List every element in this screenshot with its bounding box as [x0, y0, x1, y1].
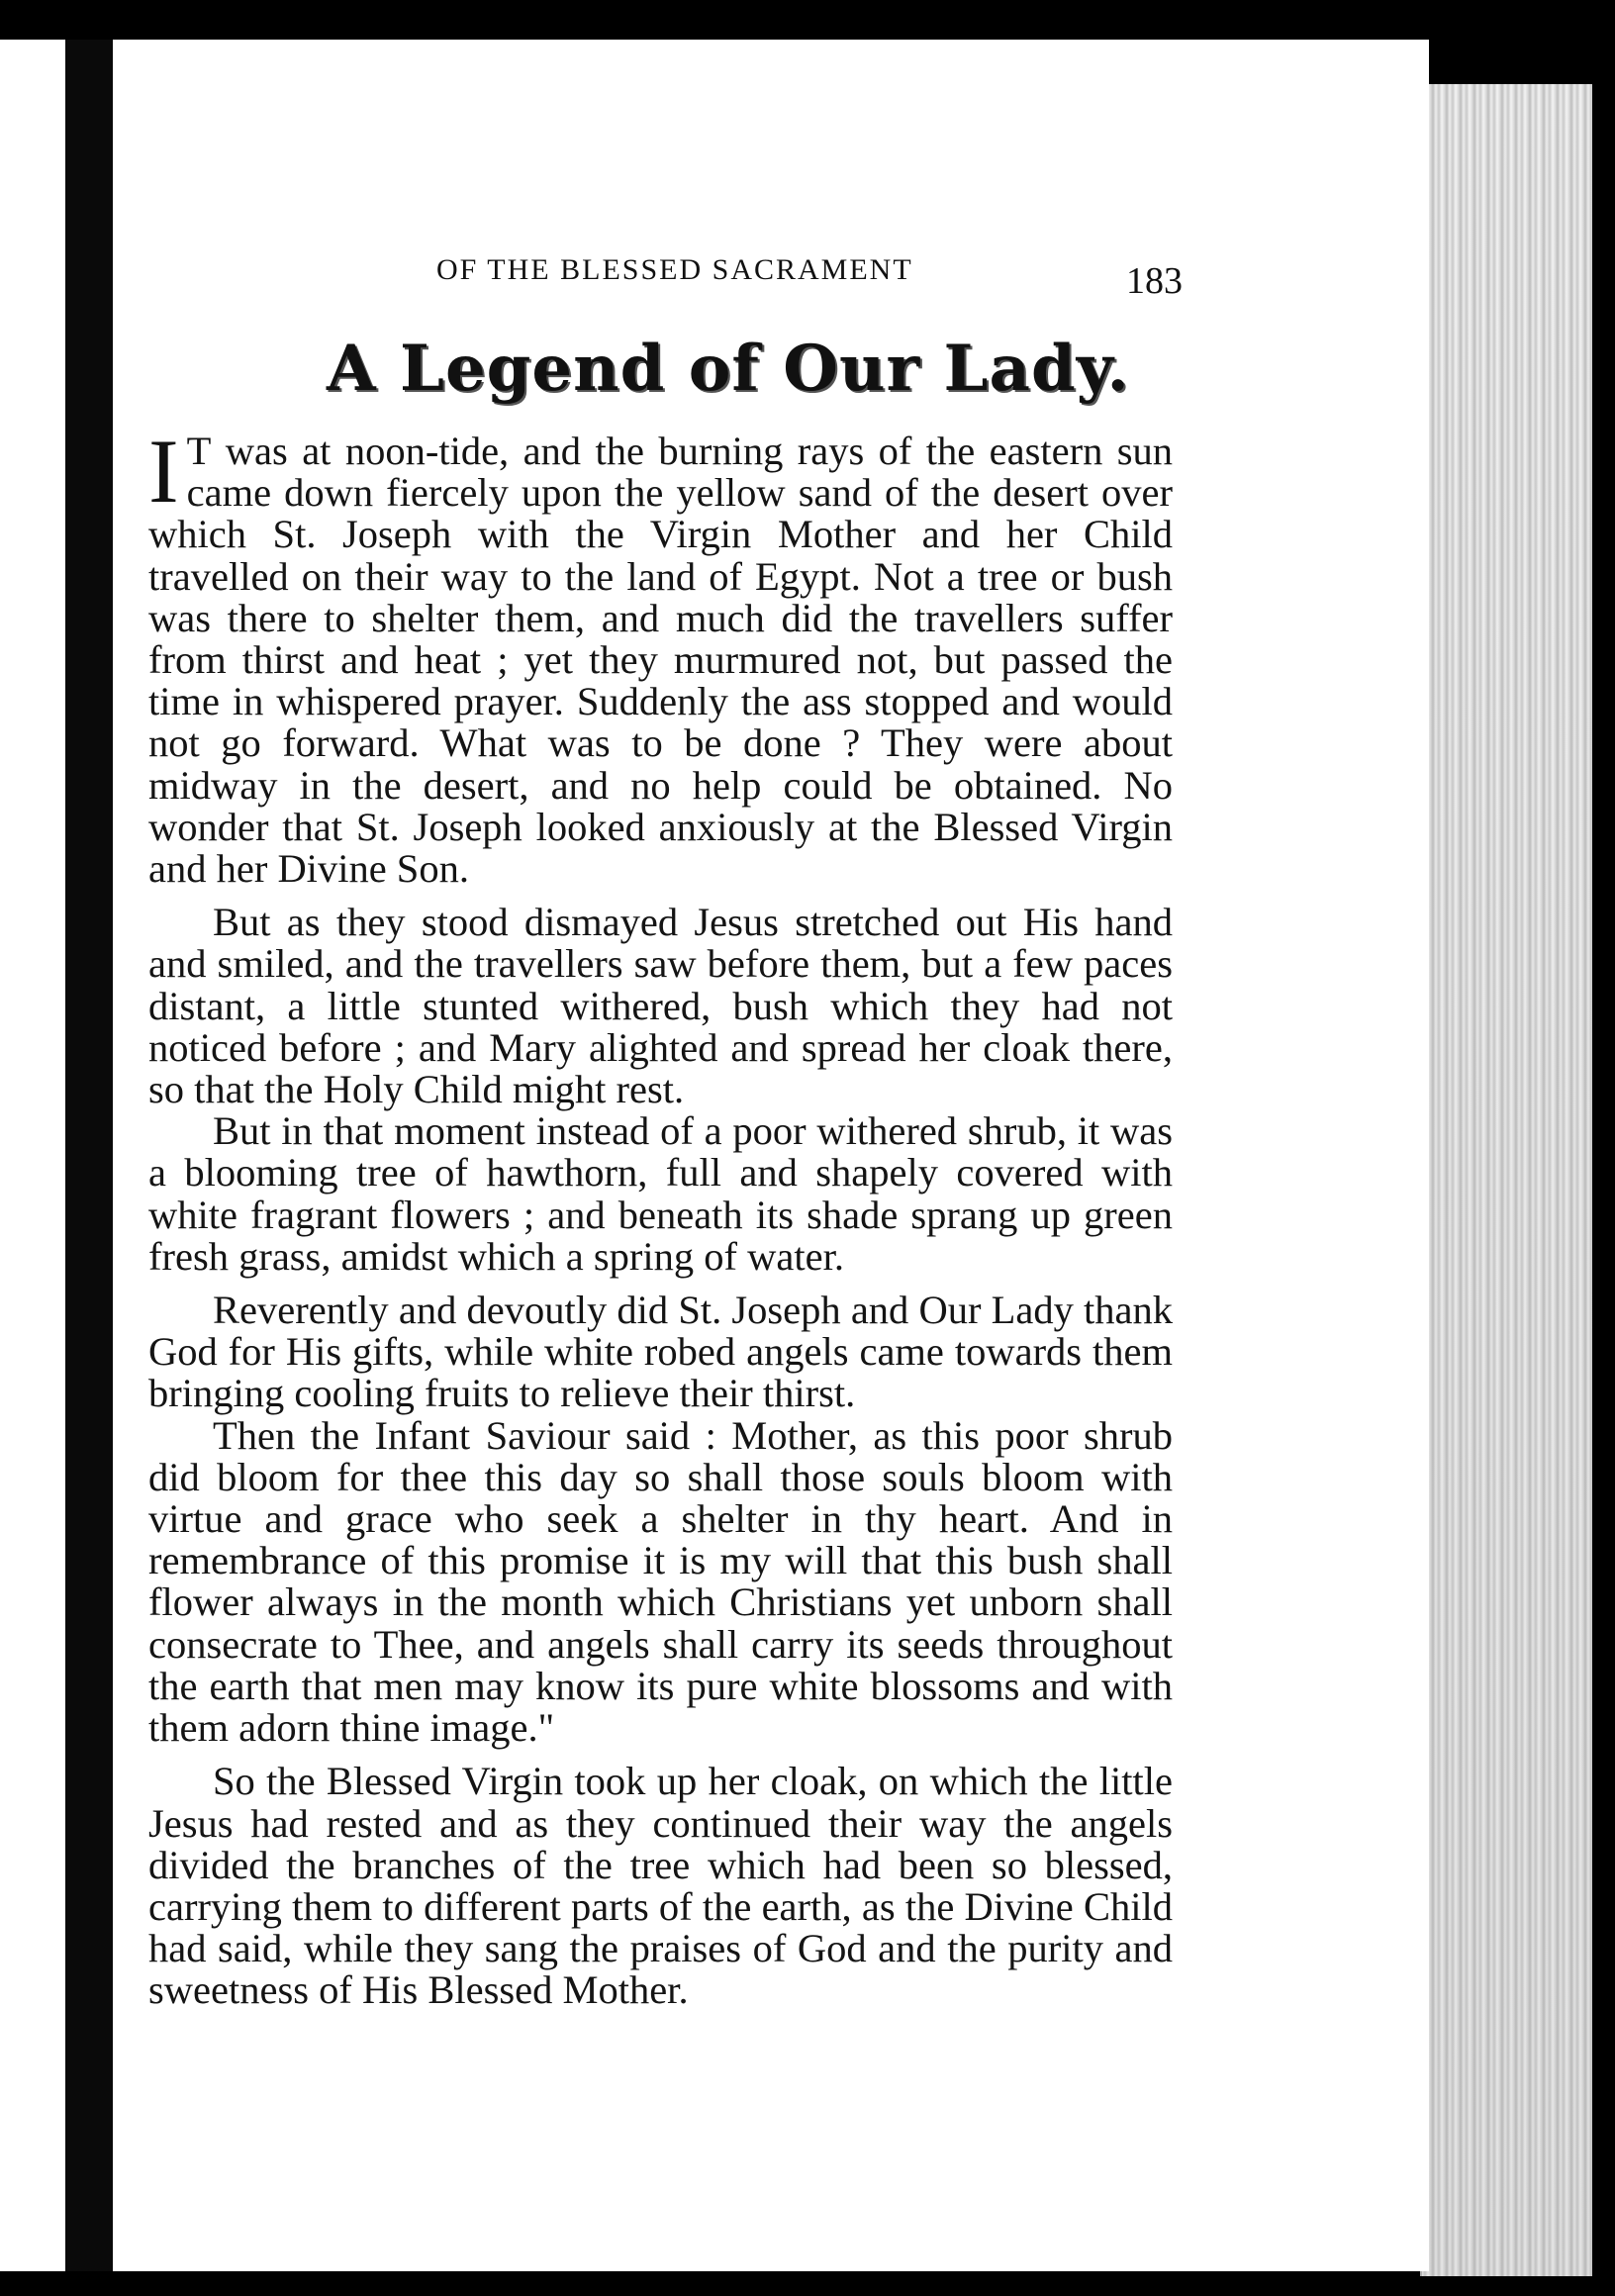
paragraph-5: Then the Infant Saviour said : Mother, as this poor shrub did bloom for thee this day so shall those souls bloom with virtue and grace who seek a shelter in thy heart. And in remembrance of this promise it is my will that this bush shall flower always in the month which Christians yet unborn shall consecrate to Thee, and angels shall carry its seeds throughout the earth that men may know its pure white blossoms and with them adorn thine image."	[148, 1412, 1173, 1751]
paragraph-6: So the Blessed Virgin took up her cloak, on which the little Jesus had rested and as they continued their way the angels divided the branches of the tree which had been so blessed, carrying them to different parts of the earth, as the Divine Child had said, while they sang the praises of God and the purity and sweetness of His Blessed Mother.	[148, 1759, 1173, 2013]
body-text	[148, 421, 1173, 2013]
paragraph-3: But in that moment instead of a poor withered shrub, it was a blooming tree of hawthorn, full and shapely covered with white fragrant flowers ; and beneath its shade sprang up green fresh grass, amidst which a spring of water.	[148, 1108, 1173, 1279]
book-gutter	[65, 40, 113, 2271]
facing-page-edge	[0, 40, 65, 2271]
page-stack-edge	[1420, 84, 1592, 2276]
lead-letter: T	[186, 429, 212, 473]
running-head: OF THE BLESSED SACRAMENT	[436, 253, 913, 286]
paragraph-1	[148, 421, 1173, 892]
drop-cap: I	[148, 421, 179, 522]
page-number: 183	[1126, 260, 1183, 302]
paragraph-4: Reverently and devoutly did St. Joseph and Our Lady thank God for His gifts, while white robed angels came towards them bringing cooling fruits to relieve their thirst.	[148, 1288, 1173, 1416]
paragraph-2: But as they stood dismayed Jesus stretched out His hand and smiled, and the travellers saw before them, but a few paces distant, a little stunted withered, bush which they had not noticed before ; and Mary alighted and spread her cloak there, so that the Holy Child might rest.	[148, 900, 1173, 1112]
paragraph-1-text: was at noon-tide, and the burning rays of the eastern sun came down fiercely upon the yellow sand of the desert over which St. Joseph with the Virgin Mother and her Child travelled on their way to the land of Egypt. Not a tree or bush was there to shelter them, and much did the travellers suffer from thirst and heat ; yet they murmured not, but passed the time in whispered prayer. Suddenly the ass stopped and would not go forward. What was to be done ? They were about midway in the desert, and no help could be obtained. No wonder that St. Joseph looked anxiously at the Blessed Virgin and her Divine Son.	[148, 429, 1173, 892]
chapter-title: A Legend of Our Lady.	[327, 332, 1130, 406]
